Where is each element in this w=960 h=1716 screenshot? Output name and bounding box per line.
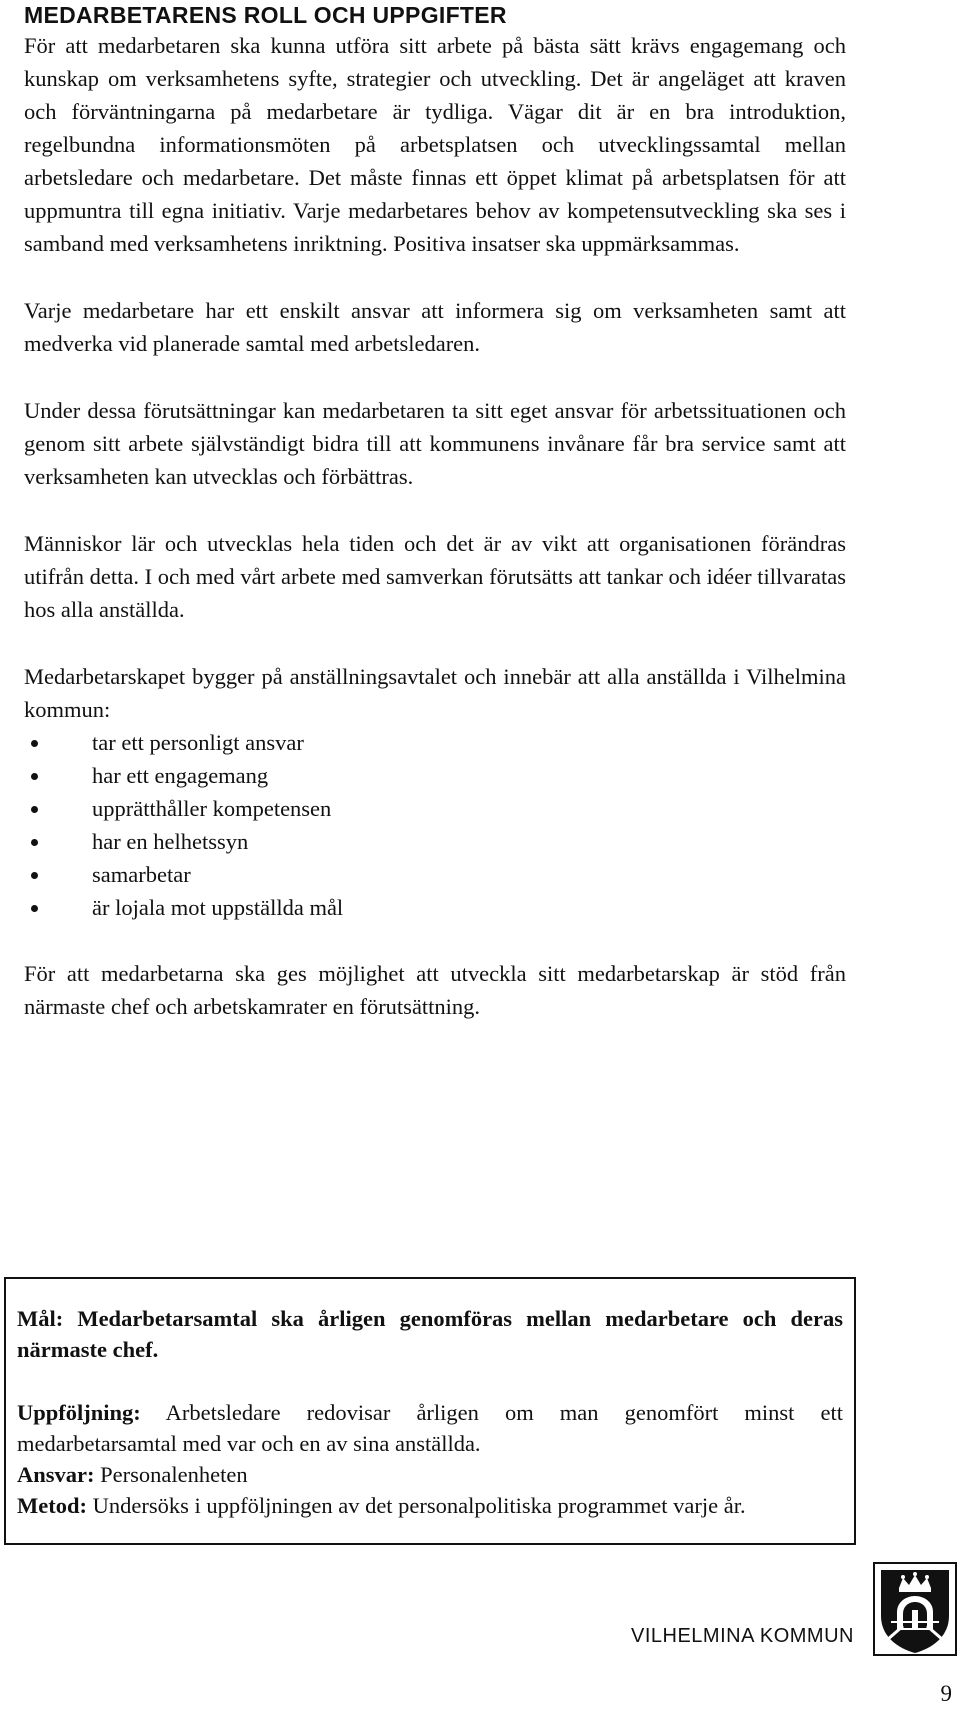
list-item-text: är lojala mot uppställda mål: [92, 895, 344, 920]
paragraph-organisation-change: Människor lär och utvecklas hela tiden och det är av vikt att organisationen förändras utifrån detta. I och med vårt arbete med samverkan förutsätts att tankar och idéer tillvaratas hos alla anställda.: [24, 531, 846, 622]
paragraph-employeeship: Medarbetarskapet bygger på anställningsavtalet och innebär att alla anställda i Vilhelmina kommun:: [24, 664, 846, 722]
list-item: [24, 825, 846, 858]
bullet-icon: [31, 872, 38, 879]
list-item-text: har ett engagemang: [92, 763, 269, 788]
responsible-line: [17, 1459, 843, 1490]
followup-label: Uppföljning:: [17, 1400, 141, 1425]
goal-title: Mål: Medarbetarsamtal ska årligen genomföras mellan medarbetare och deras närmaste chef.: [17, 1306, 843, 1362]
goal-box: [4, 1277, 856, 1545]
method-text: Undersöks i uppföljningen av det personalpolitiska programmet varje år.: [86, 1493, 746, 1518]
followup-text: Arbetsledare redovisar årligen om man genomfört minst ett medarbetarsamtal med var och en av sina anställda.: [17, 1400, 843, 1456]
list-item-text: upprätthåller kompetensen: [92, 796, 332, 821]
list-item-text: tar ett personligt ansvar: [92, 730, 304, 755]
bullet-icon: [31, 740, 38, 747]
bullet-icon: [31, 806, 38, 813]
list-item: [24, 759, 846, 792]
bullet-icon: [31, 839, 38, 846]
paragraph-intro: För att medarbetaren ska kunna utföra sitt arbete på bästa sätt krävs engagemang och kunskap om verksamhetens syfte, strategier och utveckling. Det är angeläget att kraven och förväntningarna på medarbetare är tydliga. Vägar dit är en bra introduktion, regelbundna informationsmöten på arbetsplatsen och utvecklingssamtal mellan arbetsledare och medarbetare. Det måste finnas ett öppet klimat på arbetsplatsen för att uppmuntra till egna initiativ. Varje medarbetares behov av kompetensutveckling ska ses i samband med verksamhetens inriktning. Positiva insatser ska uppmärksammas.: [24, 33, 846, 256]
responsible-label: Ansvar:: [17, 1462, 95, 1487]
list-item: [24, 891, 846, 924]
document-page: [24, 0, 846, 1057]
page-number: 9: [940, 1681, 952, 1706]
section-heading: MEDARBETARENS ROLL OCH UPPGIFTER: [24, 2, 507, 28]
method-label: Metod:: [17, 1493, 87, 1518]
paragraph-own-responsibility: Under dessa förutsättningar kan medarbetaren ta sitt eget ansvar för arbetssituationen och genom sitt arbete självständigt bidra till att kommunens invånare får bra service samt att verksamheten kan utvecklas och förbättras.: [24, 398, 846, 489]
list-item: [24, 792, 846, 825]
method-line: [17, 1490, 843, 1521]
footer-organisation-name: VILHELMINA KOMMUN: [631, 1625, 854, 1647]
followup-line: [17, 1397, 843, 1459]
paragraph-closing: För att medarbetarna ska ges möjlighet att utveckla sitt medarbetarskap är stöd från närmaste chef och arbetskamrater en förutsättning.: [24, 961, 846, 1019]
list-item: [24, 858, 846, 891]
list-item-text: samarbetar: [92, 862, 191, 887]
municipal-coat-of-arms-icon: [873, 1562, 957, 1656]
employeeship-list: [24, 726, 846, 924]
paragraph-individual-responsibility: Varje medarbetare har ett enskilt ansvar att informera sig om verksamheten samt att medverka vid planerade samtal med arbetsledaren.: [24, 298, 846, 356]
responsible-text: Personalenheten: [94, 1462, 248, 1487]
bullet-icon: [31, 905, 38, 912]
list-item-text: har en helhetssyn: [92, 829, 249, 854]
bullet-icon: [31, 773, 38, 780]
list-item: [24, 726, 846, 759]
